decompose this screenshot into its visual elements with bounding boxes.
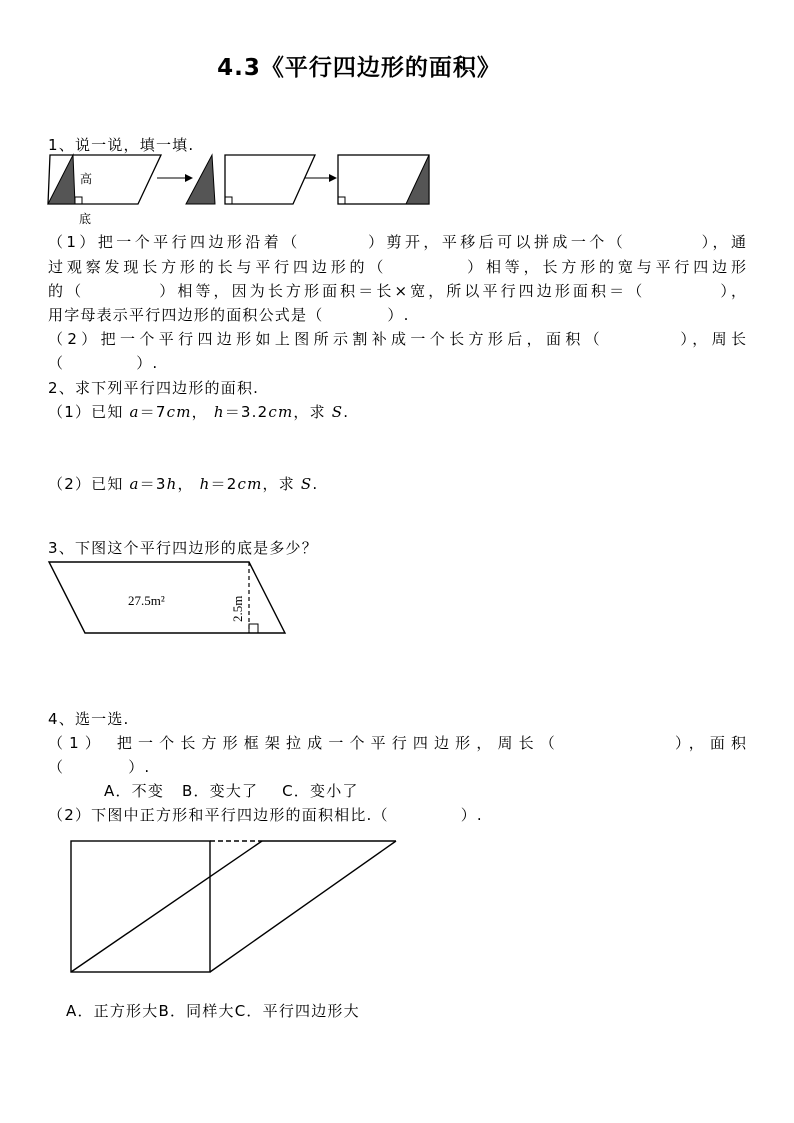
q1-right-angle-mark-3 <box>338 197 345 204</box>
q4-part1-options: A．不变 B．变大了 C．变小了 <box>104 782 359 800</box>
q4-parallelogram-right-side <box>210 841 396 972</box>
q2-part1: （1）已知 a＝7cm， h＝3.2cm，求 S. <box>48 403 350 421</box>
q1-part1-line3: 的（ ）相等，因为长方形面积＝长×宽，所以平行四边形面积＝（ ）， <box>48 282 746 300</box>
q1-arrowhead-2 <box>329 174 337 182</box>
q3-area-label: 27.5m² <box>128 593 165 608</box>
q4-parallelogram-diagonal <box>71 841 262 972</box>
q1-trapezoid <box>225 155 315 204</box>
q3-heading: 3、下图这个平行四边形的底是多少？ <box>48 539 318 557</box>
q1-right-angle-mark-2 <box>225 197 232 204</box>
q4-part2-options: A．正方形大B．同样大C．平行四边形大 <box>66 1002 360 1020</box>
q4-part1-line2: （ ）. <box>48 758 151 776</box>
q1-part1-line1: （1）把一个平行四边形沿着（ ）剪开，平移后可以拼成一个（ ），通 <box>48 233 746 251</box>
q3-parallelogram-figure <box>45 558 295 640</box>
page-title: 4.3《平行四边形的面积》 <box>217 55 501 81</box>
q1-shaded-triangle-1 <box>48 155 75 204</box>
q1-height-label: 高 <box>80 172 93 186</box>
q2-part2: （2）已知 a＝3h， h＝2cm，求 S. <box>48 475 319 493</box>
q1-arrowhead-1 <box>185 174 193 182</box>
q1-part2-line2: （ ）. <box>48 354 159 372</box>
q1-base-label: 底 <box>79 212 92 226</box>
q3-height-label: 2.5m <box>230 595 245 622</box>
q1-cut-and-translate-figure <box>45 150 445 230</box>
q4-part2: （2）下图中正方形和平行四边形的面积相比.（ ）. <box>48 806 483 824</box>
q1-part1-line2: 过观察发现长方形的长与平行四边形的（ ）相等，长方形的宽与平行四边形 <box>48 258 746 276</box>
q1-part1-line4: 用字母表示平行四边形的面积公式是（ ）. <box>48 306 410 324</box>
q4-square <box>71 841 210 972</box>
q3-parallelogram <box>49 562 285 633</box>
q1-part2-line1: （2）把一个平行四边形如上图所示割补成一个长方形后，面积（ ），周长 <box>48 330 746 348</box>
q4-heading: 4、选一选. <box>48 710 130 728</box>
q1-heading: 1、说一说，填一填. <box>48 136 195 154</box>
q1-shaded-triangle-3 <box>406 155 429 204</box>
q1-shaded-triangle-2 <box>186 155 215 204</box>
q3-right-angle-mark <box>249 624 258 633</box>
q4-square-and-parallelogram-figure <box>65 835 405 980</box>
q4-part1-line1: （1） 把一个长方形框架拉成一个平行四边形，周长（ ），面积 <box>48 734 746 752</box>
q2-heading: 2、求下列平行四边形的面积. <box>48 379 260 397</box>
q1-right-angle-mark-1 <box>75 197 82 204</box>
